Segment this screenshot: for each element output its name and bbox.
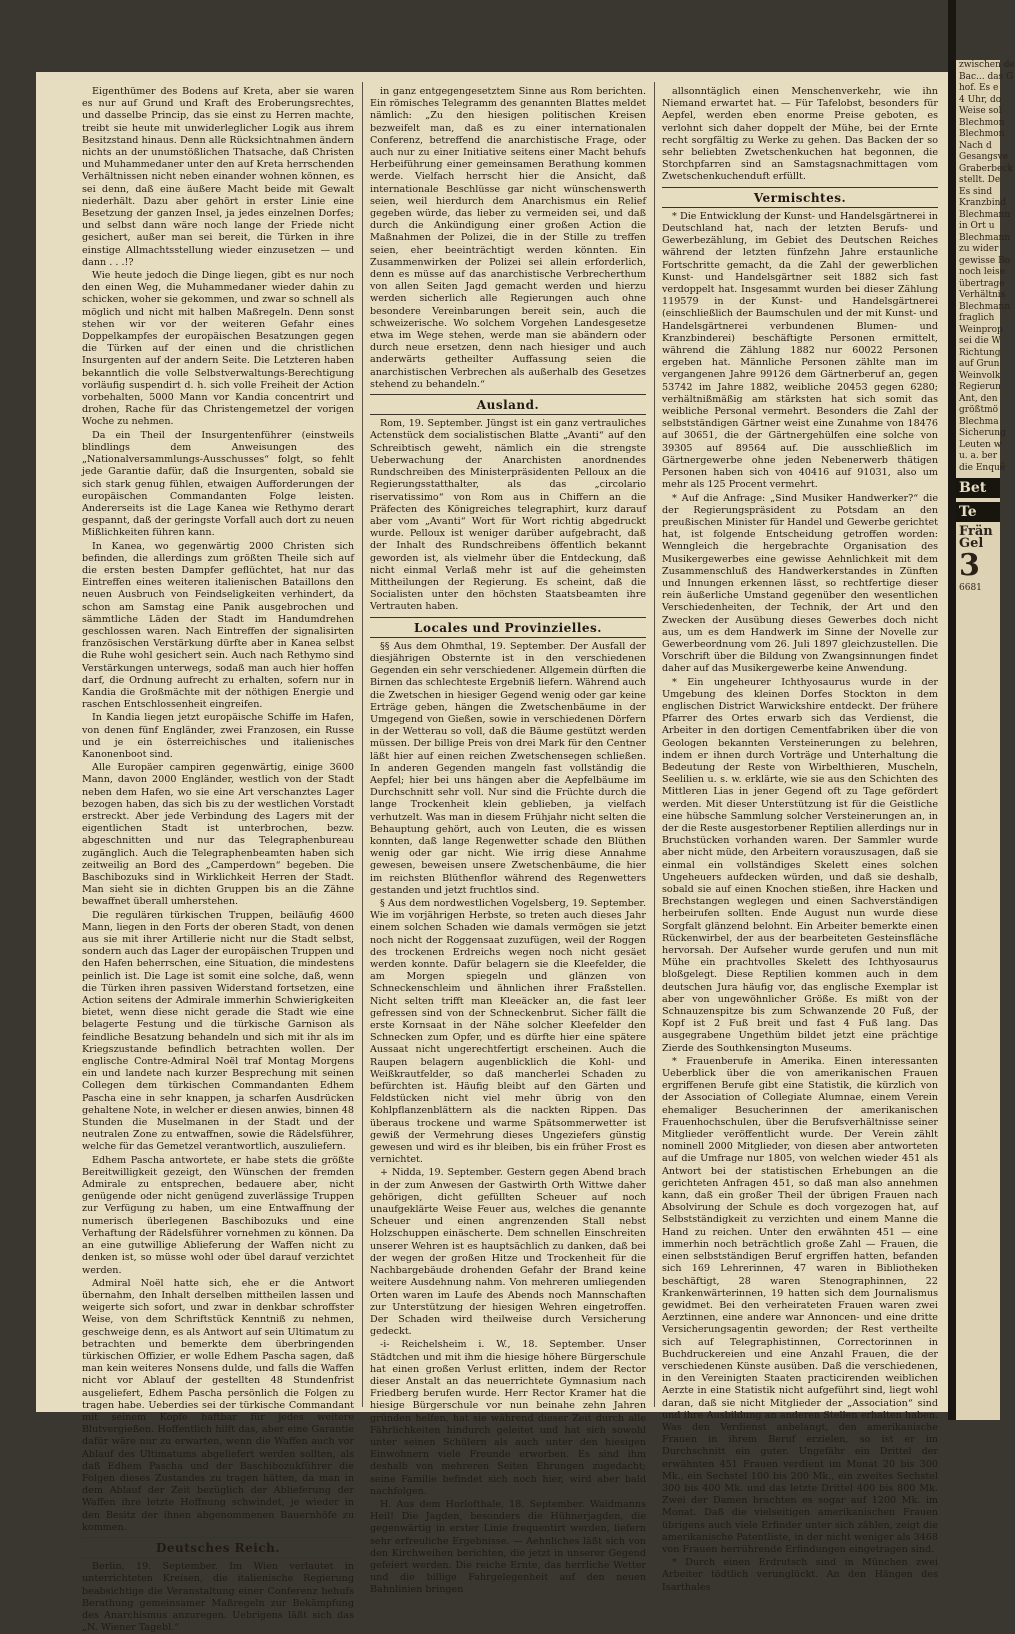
section-divider	[662, 187, 938, 188]
strip-line: Verhältnis	[959, 290, 1006, 300]
strip-line: Sicherung	[959, 428, 1006, 438]
paragraph: Rom, 19. September. Jüngst ist ein ganz vertrauliches Actenstück dem socialistischen Blatte „Avanti“ auf den Schreibtisch geweht, nämlich ein die strengste Ueberwachung der Anarchisten anordnendes Rundschreiben des Ministerpräsidenten Pelloux an die Regierungsstatthalter, als das „circolario riservatissimo“ von Rom aus in Chiffern an die Präfecten des Königreiches telegraphirt, kurz darauf aber vom „Avanti“ Wort für Wort richtig abgedruckt wurde. Pelloux ist weniger darüber aufgebracht, daß der Inhalt des Rundschreibens öffentlich bekannt geworden ist, als vielmehr über die Entdeckung, daß nicht einmal Verlaß mehr ist auf die geheimsten Mittheilungen der Regierung. Es scheint, daß die Socialisten unter den höchsten Staatsbeamten ihre Vertrauten haben.	[370, 418, 646, 613]
paragraph: Da ein Theil der Insurgentenführer (einstweils blindlings dem Anweisungen des „Nationalversammlungs-Ausschusses“ folgt, so fehlt jede Garantie dafür, daß die Insurgenten, sobald sie sich stark genug fühlen, etwaigen Aufforderungen der europäischen Commandanten Folge leisten. Andererseits ist die Lage Kanea wie Rethymo derart gespannt, daß der geringste Vorfall auch dort zu neuen Mißlichkeiten führen kann.	[82, 429, 354, 539]
advertisement-fragment: Gel	[959, 535, 984, 551]
strip-line: hof. Es e	[959, 83, 999, 93]
strip-line: Blechmann	[959, 301, 1011, 312]
strip-line: Weinvolk	[959, 370, 1001, 381]
paragraph: allsonntäglich einen Menschenverkehr, wie ihn Niemand erwartet hat. — Für Tafelobst, besonders für Aepfel, werden eben enorme Preise geboten, es verlohnt sich daher doppelt der Mühe, bei der Ernte recht sorgfältig zu Werke zu gehen. Das Backen der so sehr beliebten Zwetschenkuchen hat begonnen, die Storchpfarren sind an Samstagsnachmittagen vom Zwetschenkuchenduft erfüllt.	[662, 86, 938, 183]
strip-line: zwischen de	[959, 60, 1015, 70]
paragraph: -i- Reichelsheim i. W., 18. September. Unser Städtchen und mit ihm die hiesige höhere Bürgerschule hat einen großen Verlust erlitten, indem der Rector dieser Anstalt an das neuerrichtete Gymnasium nach Friedberg berufen wurde. Herr Rector Kramer hat die hiesige Bürgerschule vor nun beinahe zehn Jahren gründen helfen, hat sie während dieser Zeit durch alle Fährlichkeiten hindurch geleitet und hat sich sowohl unter seinen Schülern als auch unter den hiesigen Einwohnern viele Freunde erworben. Es sind ihm deshalb von mehreren Seiten Ehrungen zugedacht; seine Familie befindet sich noch hier, wird aber bald nachfolgen.	[370, 1339, 646, 1497]
section-divider	[370, 617, 646, 618]
strip-line: Blechmon	[959, 129, 1005, 139]
section-divider	[82, 1557, 354, 1558]
paragraph: H. Aus dem Horlofthale, 18. September. Waidmanns Heil! Die Jagden, besonders die Hühnerjagden, die gegenwärtig in erster Linie frequentirt werden, liefern sehr erfreuliche Ergebnisse. — Aehnliches läßt sich von den Kirchweihen berichten, die jetzt in unserer Gegend gefeiert werden. Die reiche Ernte, das herrliche Wetter und die billige Fahrgelegenheit auf den neuen Bahnlinien bringen	[370, 1498, 646, 1596]
paragraph: + Nidda, 19. September. Gestern gegen Abend brach in der zum Anwesen der Gastwirth Orth Wittwe daher gehörigen, dicht gefüllten Scheuer auf noch unaufgeklärte Weise Feuer aus, welches die genannte Scheuer und einen angrenzenden Stall nebst Holzschuppen einäscherte. Dem schnellen Einschreiten unserer Wehren ist es hauptsächlich zu danken, daß bei der wegen der großen Hitze und Trockenheit für die Nachbargebäude drohenden Gefahr der Brand keine weitere Ausdehnung nahm. Von mehreren umliegenden Orten waren im Laufe des Abends noch Mannschaften zur Unterstützung der hiesigen Wehren eingetroffen. Der Schaden wird theilweise durch Versicherung gedeckt.	[370, 1167, 646, 1338]
strip-line: Blechma	[959, 416, 999, 427]
paragraph: §§ Aus dem Ohmthal, 19. September. Der Ausfall der diesjährigen Obsternte ist in den verschiedenen Gegenden ein sehr verschiedener. Allgemein dürften die Birnen das schlechteste Ergebniß liefern. Während auch die Zwetschen in hiesiger Gegend wenig oder gar keine Erträge geben, hängen die Zwetschenbäume in der Umgegend von Gießen, sowie in verschiedenen Dörfern in der Wetterau so voll, daß die Bäume gestützt werden müssen. Der billige Preis von drei Mark für den Centner läßt hier auf einen reichen Zwetschensegen schließen. In anderen Gegenden mangeln fast vollständig die Aepfel; hier bei uns hängen aber die Aepfelbäume im Durchschnitt sehr voll. Nur sind die Früchte durch die lange Trockenheit klein geblieben, ja vielfach verhutzelt. Was man in diesem Frühjahr nicht selten die Behauptung gehört, auch von Leuten, die es wissen konnten, daß lange Regenwetter schade den Blüthen wenig oder gar nicht. Wie irrig diese Annahme gewesen, beweisen unsere Zwetschenbäume, die hier im reichsten Blüthenflor während des Regenwetters gestanden und jetzt fruchtlos sind.	[370, 640, 646, 896]
strip-line: zu wider	[959, 244, 999, 254]
adjacent-page-strip	[956, 60, 1015, 1420]
adjacent-page-text	[956, 60, 1015, 474]
section-divider	[662, 207, 938, 208]
strip-line: Blechmon	[959, 117, 1005, 128]
column-rule	[362, 82, 363, 1407]
paragraph: In Kanea, wo gegenwärtig 2000 Christen sich befinden, die allerdings zum größten Theile sich auf die ersten besten Dampfer geflüchtet, hat nur das Eintreffen eines weiteren italienischen Bataillons den neuen Ausbruch von Feindseligkeiten verhindert, da schon am Samstag eine Panik ausgebrochen und sämmtliche Läden der Stadt im Handumdrehen geschlossen waren. Nach Eintreffen der signalisirten französischen Verstärkung dürfte aber in Kanea selbst die Ruhe wohl gesichert sein. Auch nach Rethymo sind Verstärkungen unterwegs, sodaß man auch hier hoffen darf, die Ordnung aufrecht zu erhalten, sofern nur in Kandia die Großmächte mit der nöthigen Energie und raschen Entschlossenheit eingreifen.	[82, 540, 354, 711]
strip-line: Kranzbind	[959, 198, 1007, 208]
page-number: 6681	[959, 583, 982, 593]
advertisement-fragment: Frän	[959, 524, 993, 539]
paragraph: Die regulären türkischen Truppen, beiläufig 4600 Mann, liegen in den Forts der oberen Stadt, von denen aus sie mit ihrer Artillerie nicht nur die Stadt selbst, sondern auch das Lager der europäischen Truppen und den Hafen beherrschen, eine Situation, die mindestens peinlich ist. Die Lage ist somit eine solche, daß, wenn die Türken ihren passiven Widerstand fortsetzen, eine Action seitens der Admirale immerhin Schwierigkeiten bietet, wenn diese nicht gerade die Stadt wie eine belagerte Festung und die türkische Garnison als feindliche Besatzung behandeln und sich mit ihr als im Kriegszustande befindlich betrachten wollen. Der englische Contre-Admiral Noël traf Montag Morgens ein und landete nach kurzer Besprechung mit seinen Collegen dem türkischen Commandanten Edhem Pascha eine in sehr knappen, ja scharfen Ausdrücken gehaltene Note, in welcher er diesen anwies, binnen 48 Stunden die Muselmanen in der Stadt und der neutralen Zone zu entwaffnen, sowie die Rädelsführer, welche für das Gemetzel verantwortlich, auszuliefern.	[82, 909, 354, 1153]
strip-line: Weise sol	[959, 106, 1002, 116]
strip-line: sei die W	[959, 336, 1001, 346]
strip-line: Leuten w	[959, 439, 1002, 450]
strip-line: die Enquê	[959, 462, 1006, 473]
strip-line: Ant, den	[959, 393, 998, 404]
strip-line: übertrage	[959, 278, 1005, 289]
strip-line: Blechmann	[959, 232, 1011, 243]
column-rule	[654, 82, 655, 1407]
paragraph: Wie heute jedoch die Dinge liegen, gibt es nur noch den einen Weg, die Muhammedaner wieder dahin zu schicken, woher sie gekommen, und zwar so schnell als möglich und nicht mit halben Maßregeln. Denn sonst stehen wir vor der weiteren Gefahr eines Doppelkampfes der europäischen Besatzungen gegen die Türken auf der einen und die christlichen Insurgenten auf der andern Seite. Die Letzteren haben bekanntlich die volle Selbstverwaltungs-Berechtigung vorläufig suspendirt d. h. sich volle Freiheit der Action vorbehalten, 5000 Mann vor Kandia concentrirt und drohen, Rache für das Christengemetzel der vorigen Woche zu nehmen.	[82, 270, 354, 428]
paragraph: in ganz entgegengesetztem Sinne aus Rom berichten. Ein römisches Telegramm des genannten Blattes meldet nämlich: „Zu den hiesigen politischen Kreisen bezweifelt man, daß es zu einer internationalen Conferenz, betreffend die anarchistische Frage, oder auch nur zu einer Initiative seitens einer Macht behufs Herbeiführung einer gemeinsamen Berathung kommen werde. Vielfach herrscht hier die Ansicht, daß internationale Beschlüsse gar nicht wünschenswerth seien, weil hierdurch dem Anarchismus ein Relief gegeben würde, das lieber zu vermeiden sei, und daß durch die Ankündigung einer großen Action die Maßnahmen der Polizei, die in der Stille zu treffen seien, eher beeinträchtigt werden könnten. Ein Zusammenwirken der Polizei sei allein erforderlich, denn es müsse auf das anarchistische Verbrecherthum von allen Seiten Jagd gemacht werden und hierzu werden sicherlich alle Regierungen auch ohne besondere Vereinbarungen bereit sein, auch die schweizerische. Wo solchem Vorgehen Landesgesetze etwa im Wege stehen, werde man sie abändern oder durch neue ersetzen, denn nach hiesiger und auch anderwärts getheilter Auffassung seien die anarchistischen Verbrechen als außerhalb des Gesetzes stehend zu behandeln.“	[370, 86, 646, 390]
section-heading: Vermischtes.	[753, 190, 847, 205]
strip-line: gewisse Bo	[959, 255, 1011, 266]
section-divider	[82, 1537, 354, 1538]
strip-line: 4 Uhr, do	[959, 94, 1002, 105]
column-1	[82, 86, 354, 1634]
strip-line: Nach d	[959, 140, 992, 151]
strip-line: in Ort u	[959, 221, 995, 231]
section-divider	[370, 637, 646, 638]
column-2	[370, 86, 646, 1596]
advertisement-fragment: 3	[959, 548, 980, 583]
paragraph: * Auf die Anfrage: „Sind Musiker Handwerker?“ die der Regierungspräsident zu Potsdam an den preußischen Minister für Handel und Gewerbe gerichtet hat, ist folgende Entscheidung getroffen worden: Wenngleich die hergebrachte Organisation des Musikergewerbes eine gewisse Aehnlichkeit mit dem Zusammenschluß des Handwerkerstandes in Zünften und Innungen erkennen lässt, so rechtfertige dieser rein äußerliche Umstand gegenüber den wesentlichen Verschiedenheiten, der Technik, der Art und den Zwecken der Ausübung dieses Gewerbes doch nicht aus, um es dem Handwerk im Sinne der Novelle zur Gewerbeordnung vom 26. Juli 1897 gleichzustellen. Die Vorschrift über die Bildung von Zwangsinnungen findet daher auf das Musikergewerbe keine Anwendung.	[662, 492, 938, 675]
paragraph: * Die Entwicklung der Kunst- und Handelsgärtnerei in Deutschland hat, nach der letzten Berufs- und Gewerbezählung, im Gebiet des Deutschen Reiches während der letzten fünfzehn Jahre erstaunliche Fortschritte gemacht, da die Zahl der gewerblichen Kunst- und Handelsgärtner seit 1882 sich fast verdoppelt hat. Insgesammt wurden bei dieser Zählung 119579 in der Kunst- und Handelsgärtnerei (einschließlich der Baumschulen und der mit Kunst- und Handelsgärtnerei verbundenen Blumen- und Kranzbinderei) beschäftigte Personen ermittelt, während die Zählung 1882 nur 60022 Personen ergeben hat. Männliche Personen zählte man im vergangenen Jahre 99126 dem Gärtnerberuf an, gegen 53742 im Jahre 1882, weibliche 20453 gegen 6280; verhältnißmäßig am stärksten hat sich somit das weibliche Personal vermehrt. Besonders die Zahl der selbstständigen Gärtner weist eine Zunahme von 18476 auf 30651, die der Gärtnergehülfen eine solche von 39305 auf 89564 auf. Die ausschließlich im Gärtnergewerbe ohne jeden Nebenerwerb thätigen Personen haben sich von 40416 auf 91031, also um mehr als 125 Procent vermehrt.	[662, 210, 938, 491]
strip-line: fraglich	[959, 313, 995, 323]
newspaper-page	[36, 72, 948, 1634]
section-heading: Locales und Provinzielles.	[414, 620, 602, 635]
strip-line: Graberbeck	[959, 163, 1013, 174]
strip-line: Regierun	[959, 382, 1001, 392]
strip-line: Weinprop	[959, 324, 1003, 335]
section-divider	[370, 394, 646, 395]
strip-line: größtmö	[959, 405, 999, 415]
column-3	[662, 86, 938, 1593]
strip-line: stellt. De	[959, 175, 1001, 185]
strip-line: Es sind	[959, 186, 993, 197]
paragraph: Admiral Noël hatte sich, ehe er die Antwort übernahm, den Inhalt derselben mittheilen lassen und weigerte sich sofort, und zwar in denkbar schroffster Weise, von dem Schriftstück Kenntniß zu nehmen, geschweige denn, es als Antwort auf sein Ultimatum zu betrachten und bemerkte dem überbringenden türkischen Offizier, er wolle Edhem Pascha sagen, daß man kein weiteres Nonsens dulde, und falls die Waffen nicht vor Ablauf der gestellten 48 Stundenfrist ausgeliefert, Edhem Pascha persönlich die Folgen zu tragen habe. Ueberdies sei der türkische Commandant mit seinem Kopfe haftbar für jedes weitere Blutvergießen. Hoffentlich hilft das, aber eine Garantie dafür wäre nur zu erwarten, wenn die Waffen auch vor Ablauf des Ultimatums abgeliefert werden sollten, als daß Edhem Pascha und der Baschibozukführer die Folgen dieses Zustandes zu tragen hätten, da man in dem Ablauf der Zeit bezüglich der Ablieferung der Waffen ihre letzte Hoffnung schwindet, je wieder in den Besitz der ihnen abgenommenen Bauernhöfe zu kommen.	[82, 1277, 354, 1533]
book-spine	[948, 0, 956, 1420]
paragraph: § Aus dem nordwestlichen Vogelsberg, 19. September. Wie im vorjährigen Herbste, so treten auch dieses Jahr einem solchen Schaden wie damals vermögen sie jetzt noch nicht der Roggensaat zuzufügen, weil der Roggen des trockenen Erdreichs wegen noch nicht gesäet werden konnte. Dafür belagern sie die Kleefelder, die am Morgen spiegeln und glänzen von Schneckenschleim und ähnlichen ihrer Fraßstellen. Nicht selten trifft man Kleeäcker an, die fast leer gefressen sind von der Schneckenbrut. Sicher fällt die erste Kornsaat in der Nähe solcher Kleefelder den Schnecken zum Opfer, und es dürfte hier eine spätere Aussaat nicht ungerechtfertigt erscheinen. Auch die Raupen belagern augenblicklich die Kohl- und Weißkrautfelder, so daß mancherlei Schaden zu befürchten ist. Häufig bleibt auf den Gärten und Feldstücken nicht viel mehr übrig von den Kohlpflanzenblättern als die nackten Rippen. Das überaus trockene und warme Spätsommerwetter ist gewiß der Vermehrung dieses Ungeziefers günstig gewesen und wird es ihr bleiben, bis ein früher Frost es vernichtet.	[370, 898, 646, 1166]
paragraph: * Frauenberufe in Amerika. Einen interessanten Ueberblick über die von amerikanischen Frauen ergriffenen Berufe gibt eine Statistik, die kürzlich von der Association of Collegiate Alumnae, einem Verein ehemaliger Besucherinnen der amerikanischen Frauenhochschulen, über die Berufsverhältnisse seiner Mitglieder veröffentlicht wurde. Der Verein zählt nominell 2000 Mitglieder, von diesen aber antworteten auf die Umfrage nur 1805, von welchen wieder 451 als Antwort bei der statistischen Erhebungen an die gerichteten Anfragen 451, so daß man also annehmen kann, daß ein großer Theil der übrigen Frauen nach Absolvirung der Schule es doch vorgezogen hat, auf Selbstständigkeit zu verzichten und einem Manne die Hand zu reichen. Unter den erwähnten 451 — eine immerhin noch beträchtlich große Zahl — Frauen, die einen selbstständigen Beruf ergriffen hatten, befanden sich 169 Lehrerinnen, 47 waren in Bibliotheken beschäftigt, 28 waren Stenographinnen, 22 Krankenwärterinnen, 19 hatten sich dem Journalismus gewidmet. Bei den verheirateten Frauen waren zwei Aerztinnen, eine andere war Annoncen- und eine dritte Versicherungsagentin geworden; der Rest vertheilte sich auf Telegraphistinnen, Correctorinnen in Buchdruckereien und eine Anzahl Frauen, die der verschiedenen Künste ausüben. Daß die verschiedenen, in den Vereinigten Staaten practicirenden weiblichen Aerzte in eine Statistik nicht aufgeführt sind, liegt wohl daran, daß sie nicht Mitglieder der „Association“ sind und ihre Ausbildung an anderen Stellen erhalten haben. Was den Verdienst anbelangt, den amerikanische Frauen in ihrem Beruf erzielen, so ist er im Durchschnitt ein guter. Ungefähr ein Drittel der erwähnten 451 Frauen verdient im Monat 20 bis 300 Mk., ein Sechstel 100 bis 200 Mk., ein zweites Sechstel 300 bis 400 Mk. und das letzte Drittel 400 bis 800 Mk. Zwei der Damen brachten es sogar auf 1200 Mk. im Monat. Daß die vielseitigen amerikanischen Frauen übrigens auch viele Erfinder unter sich zählen, zeigt die amerikanische Patentliste, in der nicht weniger als 3468 von Frauen herrührende Erfindungen eingetragen sind.	[662, 1055, 938, 1555]
strip-line: u. a. ber	[959, 451, 997, 461]
paragraph: Edhem Pascha antwortete, er habe stets die größte Bereitwilligkeit gezeigt, den Wünschen der fremden Admirale zu entsprechen, bedauere aber, nicht genügende oder nicht genügend zuverlässige Truppen zur Verfügung zu haben, um eine Entwaffnung der numerisch überlegenen Baschibozuks und eine Verhaftung der Rädelsführer vornehmen zu können. Da an eine gutwillige Ablieferung der Waffen nicht zu denken ist, so müsse wohl oder übel darauf verzichtet werden.	[82, 1154, 354, 1276]
strip-line: noch leise	[959, 267, 1005, 277]
paragraph: Berlin, 19. September. Im Wien verlautet in unterrichteten Kreisen, die italienische Regierung beabsichtige die Veranstaltung einer Conferenz behufs Berathung gemeinsamer Maßregeln zur Bekämpfung des Anarchismus anzuregen. Uebrigens läßt sich das „N. Wiener Tagebl.“	[82, 1561, 354, 1634]
strip-line: Richtung	[959, 347, 1001, 358]
paragraph: Alle Europäer campiren gegenwärtig, einige 3600 Mann, davon 2000 Engländer, westlich von der Stadt neben dem Hafen, wo sie eine Art verschanztes Lager bezogen haben, das sich bis zu der westlichen Vorstadt erstreckt. Aber jede Verbindung des Lagers mit der eigentlichen Stadt ist unterbrochen, bezw. abgeschnitten und nur das Telegraphenbureau zugänglich. Auch die Telegraphenbeamten haben sich zeitweilig an Bord des „Camperdown“ begeben. Die Baschibozuks sind in Wirklichkeit Herren der Stadt. Man sieht sie in dichten Gruppen bis an die Zähne bewaffnet überall umherstehen.	[82, 762, 354, 908]
strip-line: Blechmann	[959, 209, 1011, 220]
section-heading: Deutsches Reich.	[155, 1540, 281, 1555]
advertisement-fragment: Bet	[956, 478, 1000, 498]
paragraph: * Ein ungeheurer Ichthyosaurus wurde in der Umgebung des kleinen Dorfes Stockton in dem englischen District Warwickshire entdeckt. Der frühere Pfarrer des Ortes erwarb sich das Verdienst, die Arbeiter in den dortigen Cementfabriken über die von Geologen bekannten Versteinerungen zu belehren, indem er ihnen durch Vorträge und Unterhaltung die Bedeutung der Reste von Wirbelthieren, Muscheln, Seelilien u. s. w. erklärte, wie sie aus den Schichten des Mittleren Lias in jener Gegend oft zu Tage gefördert werden. Mit dieser Unterstützung ist für die Geistliche eine hübsche Sammlung solcher Versteinerungen an, in der die Reste ausgestorbener Reptilien allerdings nur in Bruchstücken vorhanden waren. Der Sammler wurde aber nicht müde, den Arbeitern vorauszusagen, daß sie einmal ein vollständiges Skelett eines solchen Ungeheuers aufdecken würden, und daß sie deshalb, sobald sie auf einen Knochen stießen, ihre Hacken und Brechstangen weglegen und einen Sachverständigen herbeirufen sollten. Ende August nun wurde diese Sorgfalt glänzend belohnt. Ein Arbeiter bemerkte einen Rückenwirbel, der aus der bearbeiteten Gesteinsfläche hervorsah. Der Aufseher wurde gerufen und nun mit Mühe ein prachtvolles Skelett des Ichthyosaurus bloßgelegt. Diese Reptilien kommen auch in dem deutschen Jura häufig vor, das englische Exemplar ist aber von ungewöhnlicher Größe. Es mißt von der Schnauzenspitze bis zum Schwanzende 20 Fuß, der Kopf ist 2 Fuß breit und fast 4 Fuß lang. Das ausgegrabene Ungethüm bildet jetzt eine prächtige Zierde des Southkensington Museums.	[662, 676, 938, 1054]
paragraph: In Kandia liegen jetzt europäische Schiffe im Hafen, von denen fünf Engländer, zwei Franzosen, ein Russe und je ein österreichisches und italienisches Kanonenboot sind.	[82, 712, 354, 760]
strip-line: auf Grun	[959, 359, 1000, 369]
section-heading: Ausland.	[476, 398, 540, 413]
advertisement-fragment: Te	[956, 502, 1000, 522]
paragraph: Eigenthümer des Bodens auf Kreta, aber sie waren es nur auf Grund und Kraft des Eroberungsrechtes, und dasselbe Princip, das sie einst zu Herren machte, treibt sie heute mit unwiderleglicher Logik aus ihrem Besitzstand hinaus. Denn alle Rücksichtnahmen ändern nichts an der unumstößlichen Thatsache, daß Christen und Muhammedaner unter den auf Kreta herrschenden Verhältnissen nicht neben einander wohnen können, es sei denn, daß eine äußere Macht beide mit Gewalt niederhält. Dazu aber gehört in erster Linie eine Besetzung der ganzen Insel, ja jedes einzelnen Dorfes; und selbst dann wäre noch lange der Friede nicht gesichert, außer man sei bereit, die Türken in ihre einstige Allmachtsstellung wieder einzusetzen — und dann . . .!?	[82, 86, 354, 268]
paragraph: * Durch einen Erdrutsch sind in München zwei Arbeiter tödtlich verunglückt. An den Hängen des Isarthales	[662, 1557, 938, 1593]
strip-line: Gesangsve	[959, 152, 1009, 162]
section-divider	[370, 414, 646, 415]
strip-line: Bac... das G	[959, 71, 1014, 82]
